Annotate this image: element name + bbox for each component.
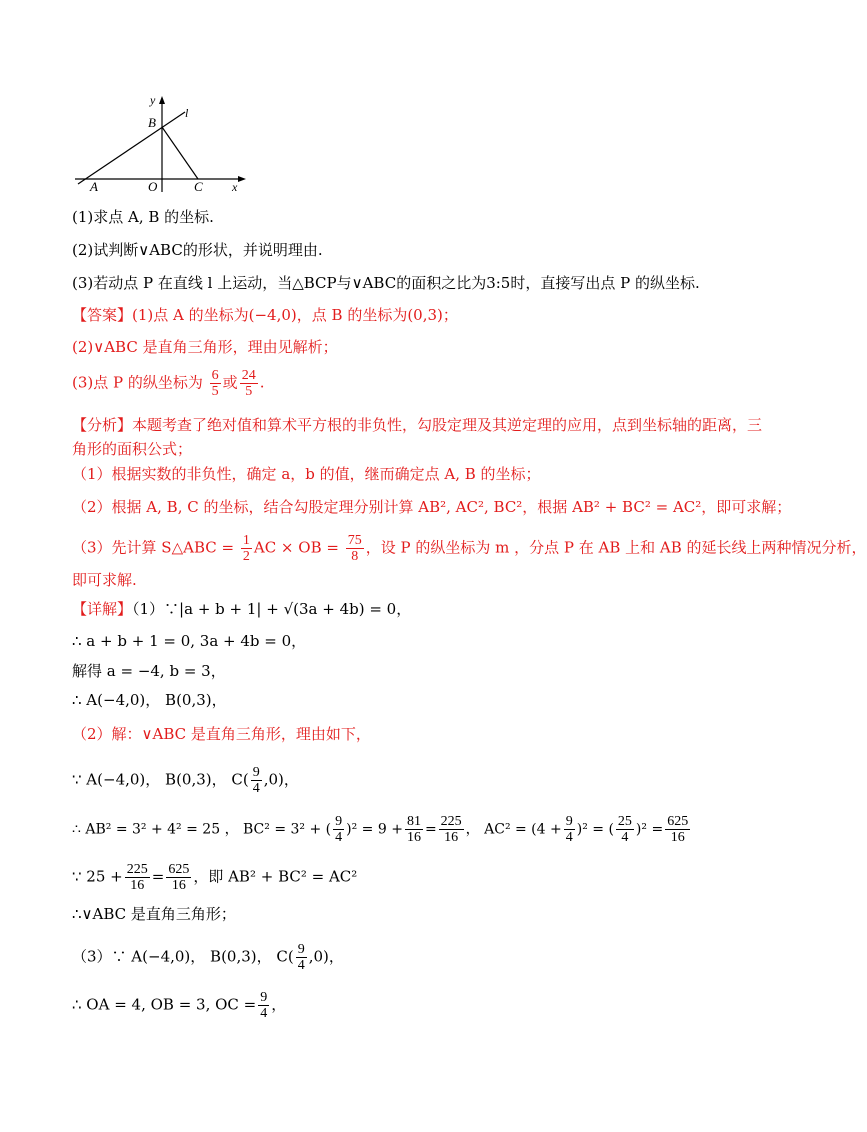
text: = [151, 867, 165, 886]
frac-den: 4 [260, 1006, 268, 1021]
analysis-point-3-end: 即可求解. [72, 571, 137, 589]
frac-num: 75 [347, 533, 362, 548]
label-y: y [150, 93, 156, 107]
frac-num: 225 [126, 862, 148, 877]
analysis-point-1: （1）根据实数的非负性，确定 a，b 的值，继而确定点 A, B 的坐标； [72, 465, 541, 483]
detail-10 [72, 942, 344, 973]
detail-3: 解得 a = −4, b = 3， [72, 662, 226, 680]
segment-bc [162, 127, 198, 179]
text: （3）先计算 S△ABC = [72, 538, 235, 557]
answer-3-prefix: (3)点 P 的纵坐标为 [72, 373, 203, 392]
fraction [251, 765, 262, 796]
detail-2: ∴ a + b + 1 = 0, 3a + 4b = 0， [72, 632, 307, 650]
analysis-intro-1 [72, 414, 762, 436]
answer-line-3 [72, 368, 264, 399]
answer-1: (1)点 A 的坐标为(−4,0)，点 B 的坐标为(0,3)； [132, 306, 458, 324]
frac-den: 2 [242, 549, 250, 564]
or-text: 或 [222, 373, 238, 392]
fraction [241, 533, 252, 564]
question-1: (1)求点 A, B 的坐标. [72, 208, 214, 226]
analysis-tag: 【分析】 [72, 416, 133, 434]
frac-num: 6 [211, 368, 219, 383]
frac-den: 16 [670, 830, 685, 845]
text: )² = ( [576, 821, 614, 838]
label-O: O [148, 179, 158, 194]
analysis-intro-2: 角形的面积公式； [72, 440, 193, 458]
frac-den: 5 [245, 384, 253, 399]
text: = [424, 821, 437, 838]
period: . [259, 373, 265, 392]
label-l: l [185, 106, 189, 120]
fraction [166, 862, 191, 893]
frac-den: 16 [130, 878, 145, 893]
frac-num: 24 [241, 368, 256, 383]
detail-5: （2）解：∨ABC 是直角三角形，理由如下， [72, 725, 371, 743]
text: ， AC² = (4 + [465, 821, 562, 838]
detail-11 [72, 990, 286, 1021]
x-axis-arrow [238, 176, 246, 182]
frac-den: 8 [351, 549, 359, 564]
text: ∴ OA = 4, OB = 3, OC = [72, 995, 257, 1014]
detail-tag: 【详解】 [72, 600, 133, 618]
detail-8 [72, 862, 357, 893]
text: ， [271, 995, 287, 1014]
text: )² = [635, 821, 664, 838]
answer-2: (2)∨ABC 是直角三角形，理由见解析； [72, 338, 338, 356]
frac-num: 81 [406, 814, 421, 829]
text: ∴∨ABC 是直角三角形； [72, 905, 236, 923]
answer-line-1 [72, 304, 458, 326]
frac-num: 1 [242, 533, 250, 548]
frac-den: 4 [335, 830, 343, 845]
fraction [125, 862, 150, 893]
frac-num: 225 [440, 814, 462, 829]
coordinate-figure [70, 92, 250, 197]
detail-6 [72, 765, 299, 796]
frac-den: 4 [252, 781, 260, 796]
fraction [346, 533, 364, 564]
frac-num: 25 [617, 814, 632, 829]
frac-den: 16 [444, 830, 459, 845]
text: ，设 P 的纵坐标为 m ，分点 P 在 AB 上和 AB 的延长线上两种情况分析， [365, 538, 867, 557]
label-x: x [232, 180, 238, 194]
text: ，即 AB² + BC² = AC² [193, 867, 358, 886]
analysis-text: 本题考查了绝对值和算术平方根的非负性，勾股定理及其逆定理的应用，点到坐标轴的距离，三 [132, 416, 763, 434]
line-l [78, 112, 185, 184]
frac-den: 4 [565, 830, 573, 845]
detail-7 [72, 814, 692, 845]
frac-num: 625 [168, 862, 190, 877]
fraction [564, 814, 575, 845]
text: ∵ A(−4,0)， B(0,3)， C( [72, 770, 249, 789]
fraction [240, 368, 258, 399]
frac-den: 5 [211, 384, 219, 399]
label-A: A [90, 179, 98, 194]
fraction [258, 990, 269, 1021]
y-axis-arrow [159, 96, 165, 104]
analysis-point-3 [72, 533, 867, 564]
fraction [616, 814, 634, 845]
detail-9 [72, 903, 236, 925]
fraction [405, 814, 423, 845]
fraction [439, 814, 464, 845]
frac-den: 4 [297, 958, 305, 973]
frac-num: 9 [335, 814, 343, 829]
frac-den: 16 [171, 878, 186, 893]
frac-den: 16 [406, 830, 421, 845]
question-3: (3)若动点 P 在直线 l 上运动，当△BCP与∨ABC的面积之比为3:5时，直接写出点 P 的纵坐标. [72, 274, 700, 292]
text: )² = 9 + [346, 821, 403, 838]
fraction [665, 814, 690, 845]
fraction [296, 942, 307, 973]
text: ,0)， [263, 770, 299, 789]
question-2: (2)试判断∨ABC的形状，并说明理由. [72, 241, 323, 259]
label-B: B [148, 115, 156, 130]
text: （3）∵ A(−4,0)， B(0,3)， C( [72, 947, 294, 966]
label-C: C [194, 179, 203, 194]
text: ,0)， [308, 947, 344, 966]
detail-1 [72, 598, 411, 620]
fraction [210, 368, 221, 399]
frac-num: 9 [297, 942, 305, 957]
text: （1）∵|a + b + 1| + √(3a + 4b) = 0， [132, 600, 412, 618]
frac-den: 4 [621, 830, 629, 845]
frac-num: 9 [260, 990, 268, 1005]
frac-num: 625 [667, 814, 689, 829]
text: ∵ 25 + [72, 867, 123, 886]
answer-tag: 【答案】 [72, 306, 133, 324]
frac-num: 9 [565, 814, 573, 829]
frac-num: 9 [252, 765, 260, 780]
text: ∴ AB² = 3² + 4² = 25 ， BC² = 3² + ( [72, 821, 332, 838]
analysis-point-2: （2）根据 A, B, C 的坐标，结合勾股定理分别计算 AB², AC², BC²，根据 AB² + BC² = AC²，即可求解； [72, 498, 792, 516]
detail-4: ∴ A(−4,0)， B(0,3)， [72, 691, 227, 709]
fraction [333, 814, 344, 845]
text: AC × OB = [253, 538, 339, 557]
